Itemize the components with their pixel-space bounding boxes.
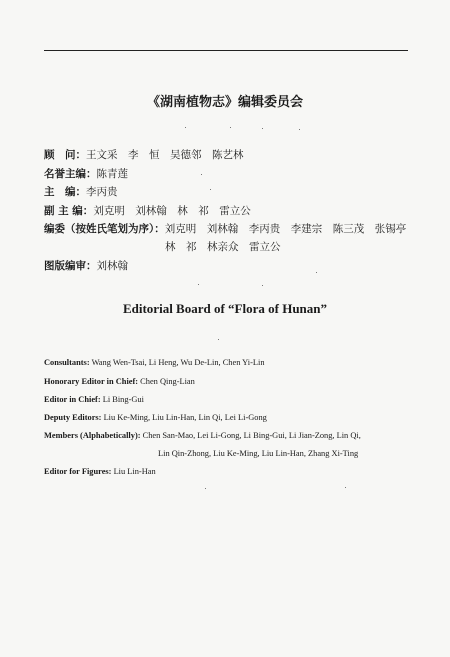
scan-speck: [205, 488, 206, 489]
scan-speck: [218, 339, 219, 340]
en-members-label: Members (Alphabetically):: [44, 431, 141, 440]
scan-speck: [316, 272, 317, 273]
cn-honorary-label: 名誉主编：: [44, 168, 97, 180]
scan-speck: [198, 284, 199, 285]
cn-figures-row: [44, 258, 128, 273]
en-honorary-label: Honorary Editor in Chief:: [44, 377, 139, 386]
en-deputy-label: Deputy Editors:: [44, 413, 102, 422]
scan-speck: [345, 487, 346, 488]
cn-members-value-2: 林 祁 林亲众 雷立公: [165, 241, 281, 253]
scan-speck: [262, 128, 263, 129]
cn-consultants-value: 王文采 李 恒 吴德邻 陈艺林: [86, 149, 244, 161]
cn-chief-label: 主 编：: [44, 186, 86, 198]
cn-deputy-row: [44, 203, 251, 218]
en-consultants-row: [44, 358, 265, 367]
cn-members-label: 编委（按姓氏笔划为序）：: [44, 223, 165, 235]
scan-speck: [299, 129, 300, 130]
cn-honorary-value: 陈青莲: [96, 168, 128, 180]
en-honorary-value: Chen Qing-Lian: [140, 377, 195, 386]
cn-board-title: 《湖南植物志》编辑委员会: [146, 95, 303, 110]
en-members-value-2: Lin Qin-Zhong, Liu Ke-Ming, Liu Lin-Han, Zhang Xi-Ting: [158, 449, 359, 458]
en-chief-row: [44, 395, 144, 404]
cn-members-value: 刘克明 刘林翰 李丙贵 李建宗 陈三茂 张锡亭: [164, 223, 407, 235]
top-rule: [44, 50, 408, 51]
cn-members-row: [44, 221, 406, 236]
en-members-value: Chen San-Mao, Lei Li-Gong, Li Bing-Gui, Li Jian-Zong, Lin Qi,: [142, 431, 361, 440]
cn-consultants-label: 顾 问：: [44, 149, 86, 161]
en-honorary-row: [44, 377, 195, 386]
cn-members-row-2: [165, 239, 281, 254]
en-board-title: Editorial Board of “Flora of Hunan”: [122, 301, 328, 316]
en-figures-value: Liu Lin-Han: [113, 467, 156, 476]
en-deputy-value: Liu Ke-Ming, Liu Lin-Han, Lin Qi, Lei Li-Gong: [103, 413, 267, 422]
scan-speck: [201, 174, 202, 175]
cn-chief-value: 李丙贵: [86, 186, 118, 198]
cn-honorary-row: [44, 166, 128, 181]
cn-figures-label: 图版编审：: [44, 260, 97, 272]
scan-speck: [230, 127, 231, 128]
en-consultants-label: Consultants:: [44, 358, 90, 367]
cn-chief-row: [44, 184, 118, 199]
en-figures-label: Editor for Figures:: [44, 467, 112, 476]
cn-consultants-row: [44, 147, 244, 162]
en-figures-row: [44, 467, 156, 476]
cn-figures-value: 刘林翰: [96, 260, 128, 272]
en-members-row-2: [158, 449, 358, 458]
en-deputy-row: [44, 413, 267, 422]
en-members-row: [44, 431, 361, 440]
en-chief-value: Li Bing-Gui: [102, 395, 144, 404]
en-consultants-value: Wang Wen-Tsai, Li Heng, Wu De-Lin, Chen Yi-Lin: [91, 358, 265, 367]
scan-speck: [210, 189, 211, 190]
cn-deputy-value: 刘克明 刘林翰 林 祁 雷立公: [93, 205, 251, 217]
scan-speck: [262, 285, 263, 286]
scan-speck: [185, 127, 186, 128]
en-chief-label: Editor in Chief:: [44, 395, 101, 404]
cn-deputy-label: 副 主 编：: [44, 205, 94, 217]
